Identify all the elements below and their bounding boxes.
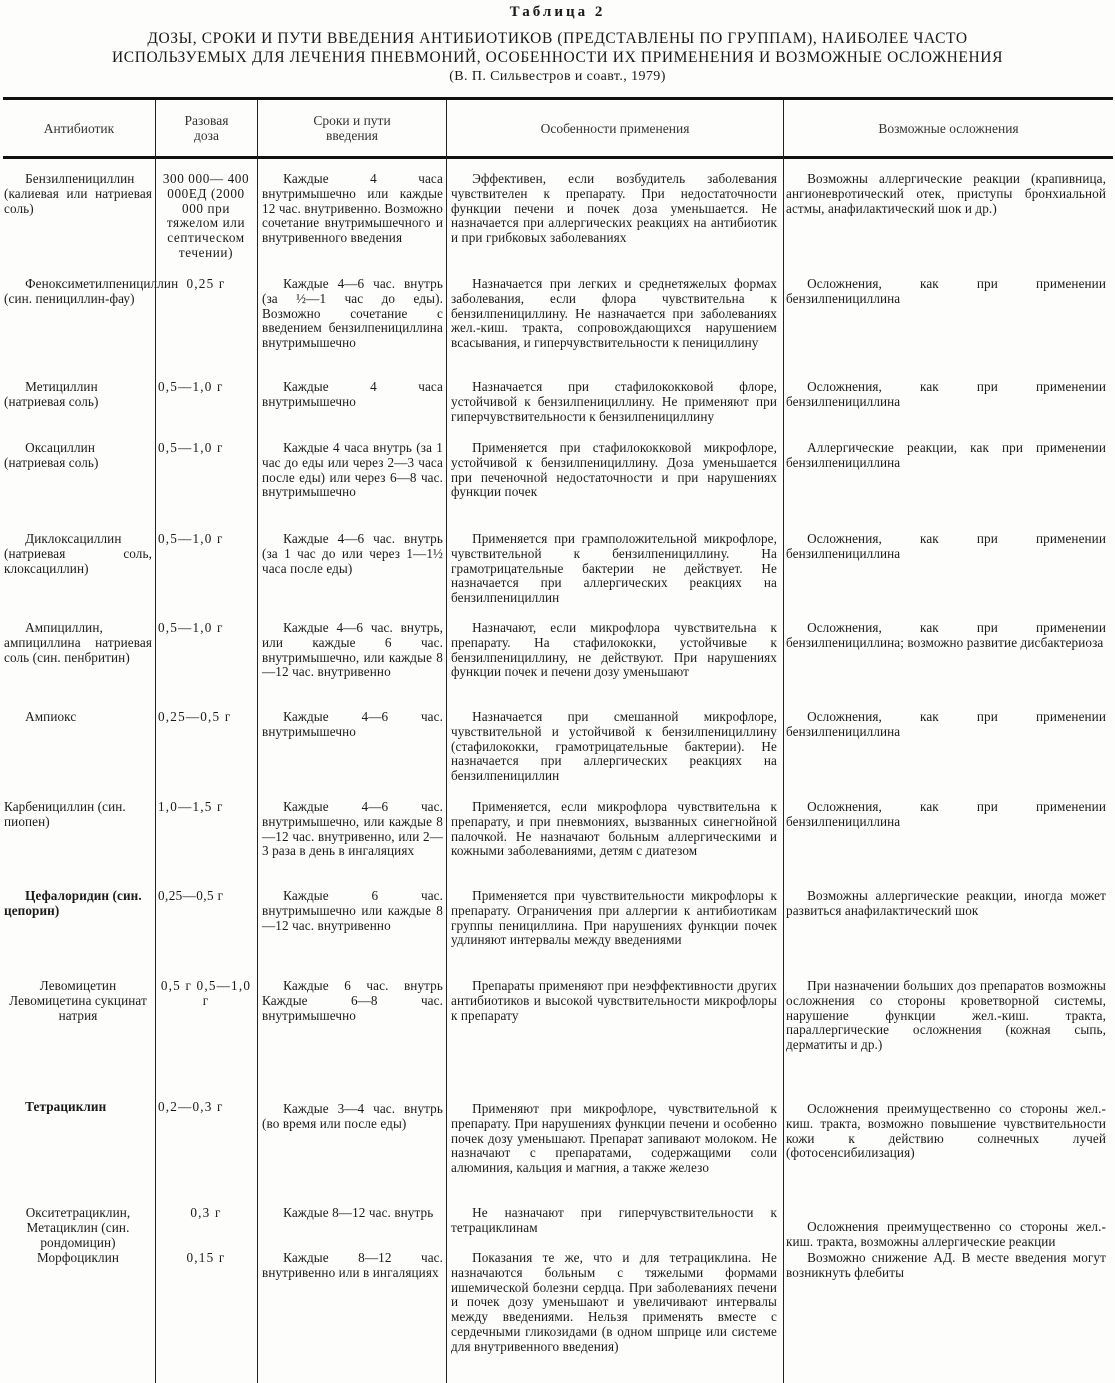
notes-text: Показания те же, что и для тетрациклина. Не назначаются больным с тяжелыми формами ишемической болезни сердца. При заболеваниях печени и почек дозу уменьшают и увеличивают интервалы между введениями. Нельзя применять вместе с сердечными гликозидами (в одном шприце или системе для внутривенного введения) [451,1250,777,1354]
route-text: Каждые 4 часа внутримышечно или каждые 12 час. внутривенно. Возможно сочетание внутримышечного и внутривенного введения [262,171,443,246]
notes-text: Назначают, если микрофлора чувствительна к препарату. На стафилококки, устойчивые к бензилпенициллину, не действуют. При нарушениях функции почек и печени дозу уменьшают [451,620,777,680]
route-text: Каждые 4 часа внутрь (за 1 час до еды или через 2—3 часа после еды) или через 6—8 час. внутримышечно [262,440,443,500]
antibiotic-name: Ампиокс [25,709,77,724]
complications-text: Осложнения, как при применении бензилпенициллина; возможно развитие дисбактериоза [786,620,1106,650]
antibiotic-name: Цефалоридин (син. цепорин) [4,888,142,918]
notes-text: Применяется, если микрофлора чувствительна к препарату, и при пневмониях, вызванных синегнойной палочкой. Не назначают больным аллергическими и кожными заболеваниями, детям с диатезом [451,799,777,859]
route-text: Каждые 4—6 час. внутримышечно [262,709,443,739]
column-header-antibiotic: Антибиотик [43,120,115,136]
antibiotic-name: Бензилпенициллин (калиевая или натриевая соль) [4,171,152,216]
header-bottom-rule [3,156,1113,159]
complications-text: Возможно снижение АД. В месте введения могут возникнуть флебиты [786,1250,1106,1280]
route-text: Каждые 4—6 час. внутрь, или каждые 6 час. внутримышечно, или каждые 8—12 час. внутривенно [262,620,443,680]
dose-value: 0,25—0,5 г [158,709,232,724]
column-header-notes: Особенности применения [540,120,690,136]
antibiotic-name: Тетрациклин [25,1099,107,1114]
notes-text: Назначается при легких и среднетяжелых формах заболевания, если флора чувствительна к бензилпенициллину. Не назначается при заболеваниях жел.-киш. тракта, сопровождающихся нарушением всасывания, и гиперчувствительности к пенициллину [451,276,777,351]
notes-text: Препараты применяют при неэффективности других антибиотиков и высокой чувствительности микрофлоры к препарату [451,978,777,1023]
complications-text: Осложнения, как при применении бензилпенициллина [786,379,1106,409]
column-divider [446,100,447,1383]
complications-text: Возможны аллергические реакции (крапивница, ангионевротический отек, приступы бронхиальной астмы, анафилактический шок и др.) [786,171,1106,216]
complications-text: Аллергические реакции, как при применении бензилпенициллина [786,440,1106,470]
notes-text: Применяется при чувствительности микрофлоры к препарату. Ограничения при аллергии к антибиотикам группы пенициллина. При нарушениях функции почек удлиняют интервалы между введениями [451,888,777,948]
dose-value: 0,5—1,0 г [158,379,224,394]
antibiotic-name: Оксациллин (натриевая соль) [4,440,99,470]
notes-text: Применяется при стафилококковой микрофлоре, устойчивой к бензилпенициллину. Доза уменьшается при печеночной недостаточности и при нарушениях функции почек [451,440,777,500]
route-text: Каждые 6 час. внутрь Каждые 6—8 час. внутримышечно [262,978,443,1023]
dose-value: 300 000— 400 000ЕД (2000 000 при тяжелом или септическом течении) [162,171,250,260]
table-title-line-1: ДОЗЫ, СРОКИ И ПУТИ ВВЕДЕНИЯ АНТИБИОТИКОВ (ПРЕДСТАВЛЕНЫ ПО ГРУППАМ), НАИБОЛЕЕ ЧАСТО [147,30,968,47]
column-header-dose: Разовая доза [184,113,229,143]
complications-text: Осложнения, как при применении бензилпенициллина [786,531,1106,561]
antibiotic-name: Ампициллин, ампициллина натриевая соль (син. пенбритин) [4,620,152,665]
route-text: Каждые 4—6 час. внутрь (за 1 час до или через 1—1½ часа после еды) [262,531,443,576]
route-text: Каждые 6 час. внутримышечно или каждые 8—12 час. внутривенно [262,888,443,933]
route-text: Каждые 4 часа внутримышечно [262,379,443,409]
antibiotic-name: Левомицетин Левомицетина сукцинат натрия [9,978,147,1023]
column-header-route: Сроки и пути введения [313,113,391,143]
antibiotic-name: Метициллин (натриевая соль) [4,379,99,409]
complications-text: Осложнения, как при применении бензилпенициллина [786,276,1106,306]
complications-text: Осложнения преимущественно со стороны жел.-киш. тракта, возможны аллергические реакции [786,1219,1106,1249]
dose-value: 0,5—1,0 г [158,440,224,455]
route-text: Каждые 4—6 час. внутримышечно, или каждые 8—12 час. внутривенно, или 2—3 раза в день в ингаляциях [262,799,443,859]
dose-value: 0,3 г [190,1205,222,1220]
dose-value: 0,2—0,3 г [158,1099,224,1114]
antibiotic-name: Феноксиметилпенициллин (син. пенициллин-фау) [4,276,179,306]
route-text: Каждые 8—12 час. внутривенно или в ингаляциях [262,1250,443,1280]
table-title-line-2: ИСПОЛЬЗУЕМЫХ ДЛЯ ЛЕЧЕНИЯ ПНЕВМОНИЙ, ОСОБЕННОСТИ ИХ ПРИМЕНЕНИЯ И ВОЗМОЖНЫЕ ОСЛОЖНЕНИЯ [111,49,1004,66]
route-text: Каждые 4—6 час. внутрь (за ½—1 час до еды). Возможно сочетание с введением бензилпенициллина внутримышечно [262,276,443,351]
notes-text: Применяют при микрофлоре, чувствительной к препарату. При нарушениях функции печени и особенно почек дозу уменьшают. Препарат запивают молоком. Не назначают с препаратами, содержащими соли алюминия, кальция и магния, а также железо [451,1101,777,1176]
table-source-citation: (В. П. Сильвестров и соавт., 1979) [449,69,666,84]
dose-value: 0,25 г [186,276,226,291]
notes-text: Назначается при смешанной микрофлоре, чувствительной и устойчивой к бензилпенициллину (стафилококки, грамотрицательные бактерии). Не назначается при аллергических реакциях на бензилпенициллин [451,709,777,784]
column-divider [783,100,784,1383]
column-divider [155,100,156,1383]
dose-value: 0,15 г [186,1250,226,1265]
antibiotic-name: Морфоциклин [36,1250,120,1265]
complications-text: Возможны аллергические реакции, иногда может развиться анафилактический шок [786,888,1106,918]
notes-text: Не назначают при гиперчувствительности к тетрациклинам [451,1205,777,1235]
column-divider [257,100,258,1383]
dose-value: 0,25—0,5 г [158,888,224,903]
notes-text: Эффективен, если возбудитель заболевания чувствителен к препарату. При недостаточности функции печени и почек доза уменьшается. Не назначается при аллергических реакциях на антибиотик и при грибковых заболеваниях [451,171,777,246]
antibiotic-name: Карбенициллин (син. пиопен) [4,799,126,829]
dose-value: 1,0—1,5 г [158,799,224,814]
dose-value: 0,5—1,0 г [158,620,224,635]
antibiotic-name: Окситетрациклин, Метациклин (син. рондомицин) [25,1205,131,1250]
complications-text: Осложнения, как при применении бензилпенициллина [786,799,1106,829]
route-text: Каждые 3—4 час. внутрь (во время или после еды) [262,1101,443,1131]
dose-value: 0,5—1,0 г [158,531,224,546]
complications-text: При назначении больших доз препаратов возможны осложнения со стороны кроветворной системы, нарушение функции жел.-киш. тракта, параллергические осложнения (кожная сыпь, дерматиты и др.) [786,978,1106,1053]
antibiotic-name: Диклоксациллин (натриевая соль, клоксациллин) [4,531,152,576]
complications-text: Осложнения, как при применении бензилпенициллина [786,709,1106,739]
dose-value: 0,5 г 0,5—1,0 г [160,978,252,1008]
notes-text: Назначается при стафилококковой флоре, устойчивой к бензилпенициллину. Не применяют при гиперчувствительности к бензилпенициллину [451,379,777,424]
notes-text: Применяется при грамположительной микрофлоре, чувствительной к бензилпенициллину. На грамотрицательные бактерии не действует. Не назначается при аллергических реакциях на бензилпенициллин [451,531,777,606]
complications-text: Осложнения преимущественно со стороны жел.-киш. тракта, возможно повышение чувствительности кожи к действию солнечных лучей (фотосенсибилизация) [786,1101,1106,1161]
column-header-complications: Возможные осложнения [878,120,1019,136]
table-label: Таблица 2 [509,4,606,20]
route-text: Каждые 8—12 час. внутрь [283,1205,434,1220]
